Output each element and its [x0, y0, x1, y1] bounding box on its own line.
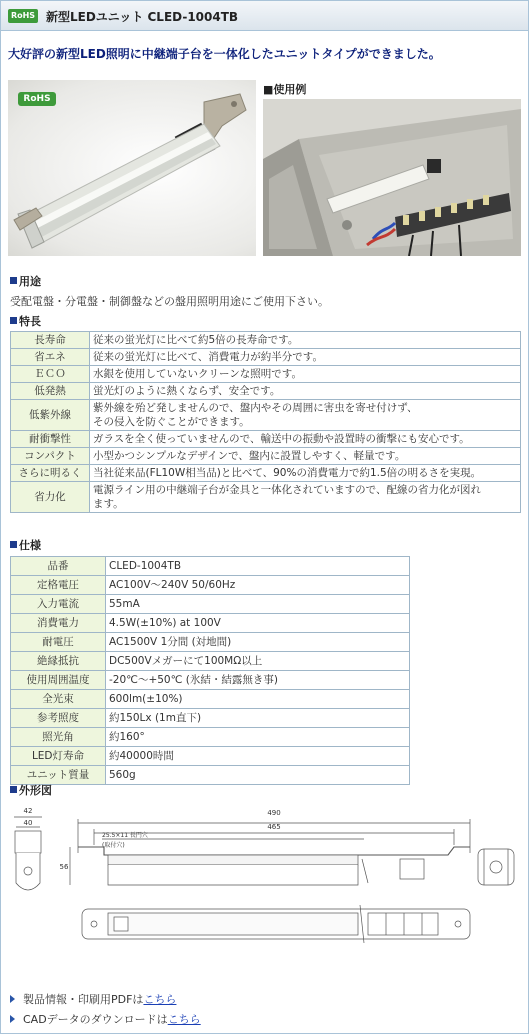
page-header [1, 1, 528, 31]
table-row [11, 709, 410, 728]
dim-490: 490 [267, 809, 281, 817]
section-title-drawing: 外形図 [10, 782, 52, 798]
spec-label: ユニット質量 [11, 766, 106, 785]
table-row [11, 690, 410, 709]
table-row [11, 728, 410, 747]
rohs-badge-photo: RoHS [18, 92, 56, 106]
lead-text: 大好評の新型LED照明に中継端子台を一体化したユニットタイプができました。 [8, 47, 441, 61]
spec-label: LED灯寿命 [11, 747, 106, 766]
arrow-right-icon [10, 1015, 15, 1023]
spec-value: 約160° [106, 728, 410, 747]
feature-label: 低発熱 [11, 383, 90, 400]
feature-label: 省エネ [11, 349, 90, 366]
led-unit-illustration [8, 80, 256, 256]
table-row [11, 671, 410, 690]
pdf-link[interactable]: こちら [143, 993, 177, 1006]
spec-label: 使用周囲温度 [11, 671, 106, 690]
hole-label-2: (取付穴) [102, 842, 125, 849]
feature-label: 耐衝撃性 [11, 431, 90, 448]
feature-value: 蛍光灯のように熱くならず、安全です。 [90, 383, 521, 400]
link-row-pdf [10, 991, 176, 1007]
table-row [11, 332, 521, 349]
feature-value: 従来の蛍光灯に比べて、消費電力が約半分です。 [90, 349, 521, 366]
table-row [11, 652, 410, 671]
features-table [10, 331, 521, 513]
spec-value: 560g [106, 766, 410, 785]
spec-value: 4.5W(±10%) at 100V [106, 614, 410, 633]
table-row [11, 465, 521, 482]
spec-label: 絶縁抵抗 [11, 652, 106, 671]
spec-label: 耐電圧 [11, 633, 106, 652]
feature-value: 当社従来品(FL10W相当品)と比べて、90%の消費電力で約1.5倍の明るさを実現。 [90, 465, 521, 482]
section-title-features: 特長 [10, 313, 41, 329]
hole-label: 25.5×11 長円穴 [102, 832, 148, 839]
spec-value: AC1500V 1分間 (対地間) [106, 633, 410, 652]
link-text: 製品情報・印刷用PDFは [23, 993, 144, 1006]
page-title: 新型LEDユニット CLED-1004TB [46, 10, 239, 24]
table-row [11, 349, 521, 366]
cad-link[interactable]: こちら [167, 1013, 201, 1026]
spec-value: 600lm(±10%) [106, 690, 410, 709]
table-row [11, 576, 410, 595]
feature-label: 長寿命 [11, 332, 90, 349]
spec-table [10, 556, 410, 785]
product-photo [8, 80, 256, 256]
table-row [11, 400, 521, 431]
spec-label: 照光角 [11, 728, 106, 747]
dim-42: 42 [23, 807, 33, 815]
table-row [11, 595, 410, 614]
table-row [11, 366, 521, 383]
spec-value: DC500Vメガーにて100MΩ以上 [106, 652, 410, 671]
table-row [11, 482, 521, 513]
outline-drawing [8, 801, 523, 969]
spec-label: 入力電流 [11, 595, 106, 614]
section-square-icon [10, 317, 17, 324]
spec-value: AC100V～240V 50/60Hz [106, 576, 410, 595]
feature-label: さらに明るく [11, 465, 90, 482]
feature-label: 省力化 [11, 482, 90, 513]
spec-value: 約40000時間 [106, 747, 410, 766]
feature-label: ＥＣＯ [11, 366, 90, 383]
feature-label: コンパクト [11, 448, 90, 465]
feature-value: 小型かつシンプルなデザインで、盤内に設置しやすく、軽量です。 [90, 448, 521, 465]
dimension-drawing [8, 801, 523, 969]
table-row [11, 431, 521, 448]
spec-value: 55mA [106, 595, 410, 614]
spec-label: 品番 [11, 557, 106, 576]
table-row [11, 448, 521, 465]
spec-value: -20℃～+50℃ (氷結・結露無き事) [106, 671, 410, 690]
feature-value: 水銀を使用していないクリーンな照明です。 [90, 366, 521, 383]
spec-label: 全光束 [11, 690, 106, 709]
cabinet-illustration [263, 99, 521, 256]
spec-label: 参考照度 [11, 709, 106, 728]
table-row [11, 633, 410, 652]
feature-value: ガラスを全く使っていませんので、輸送中の振動や設置時の衝撃にも安心です。 [90, 431, 521, 448]
table-row [11, 614, 410, 633]
section-square-icon [10, 786, 17, 793]
feature-value: 紫外線を殆ど発しませんので、盤内やその周囲に害虫を寄せ付けず、 その侵入を防ぐことができます。 [90, 400, 521, 431]
feature-value: 電源ライン用の中継端子台が金具と一体化されていますので、配線の省力化が図れ ます。 [90, 482, 521, 513]
feature-label: 低紫外線 [11, 400, 90, 431]
purpose-text: 受配電盤・分電盤・制御盤などの盤用照明用途にご使用下さい。 [10, 295, 329, 308]
table-row [11, 557, 410, 576]
link-text: CADデータのダウンロードは [23, 1013, 168, 1026]
arrow-right-icon [10, 995, 15, 1003]
spec-label: 定格電圧 [11, 576, 106, 595]
section-square-icon [10, 277, 17, 284]
table-row [11, 766, 410, 785]
spec-value: CLED-1004TB [106, 557, 410, 576]
table-row [11, 383, 521, 400]
link-row-cad [10, 1011, 201, 1027]
spec-value: 約150Lx (1m直下) [106, 709, 410, 728]
feature-value: 従来の蛍光灯に比べて約5倍の長寿命です。 [90, 332, 521, 349]
usage-example-caption: ■使用例 [263, 83, 307, 96]
dim-40: 40 [23, 819, 33, 827]
table-row [11, 747, 410, 766]
section-title-purpose: 用途 [10, 273, 41, 289]
dim-56: 56 [59, 863, 69, 871]
dim-465: 465 [267, 823, 281, 831]
spec-label: 消費電力 [11, 614, 106, 633]
section-square-icon [10, 541, 17, 548]
section-title-spec: 仕様 [10, 537, 41, 553]
rohs-badge: RoHS [8, 9, 38, 23]
usage-example-photo [263, 99, 521, 256]
